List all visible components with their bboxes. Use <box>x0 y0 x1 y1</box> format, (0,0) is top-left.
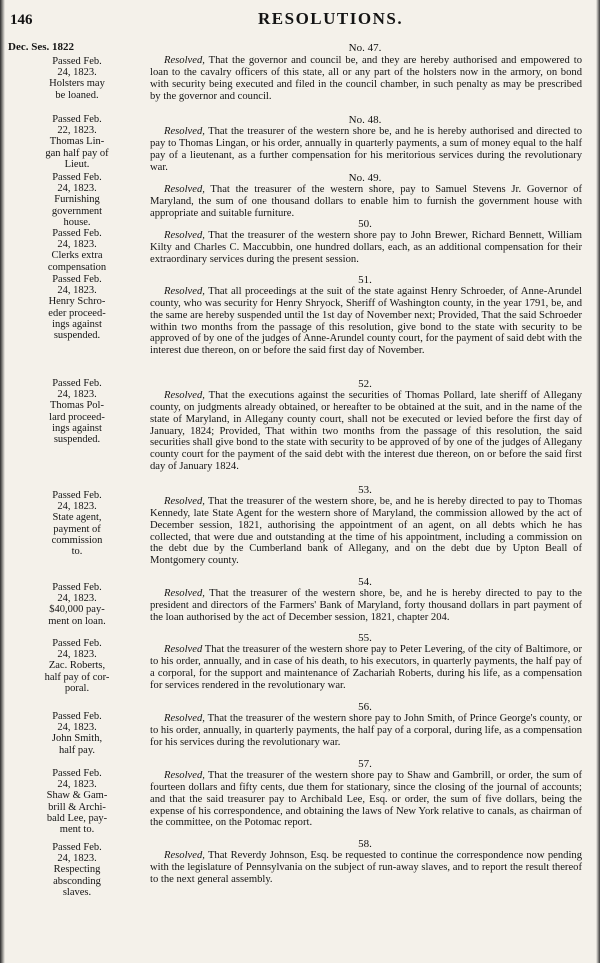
resolution-body: That the treasurer of the western shore pay to Shaw and Gambrill, or order, the sum of fourteen dollars and fifty cents, due them for stationary, since the closing of the journal of accounts; and that the said treasurer pay to Archibald Lee, Esq. or order, the sum of five dollars, being the expense of his correspondence, and obtaining the laws of New York relative to canals, as chairman of the committee, on the Potomac report. <box>150 770 582 829</box>
resolution-number: 52. <box>358 378 372 390</box>
resolved-keyword: Resolved, <box>164 390 205 401</box>
resolution-number: 53. <box>358 484 372 496</box>
resolution-text <box>150 850 582 886</box>
resolution-body: That the treasurer of the western shore pay to Peter Levering, of the city of Baltimore, or to his order, annually, and in case of his death, to his executors, in quarterly payments, the half pay of a corporal, for the support and maintenance of Zachariah Roberts, during his life, as a compensation for services rendered in the revolutionary war. <box>150 644 582 691</box>
margin-note: Passed Feb. 24, 1823. Zac. Roberts, half pay of cor- poral. <box>44 638 110 694</box>
margin-note: Passed Feb. 24, 1823. State agent, payment of commission to. <box>51 490 103 558</box>
running-head: RESOLUTIONS. <box>258 9 404 28</box>
resolution-number: 50. <box>358 218 372 230</box>
resolution-text <box>150 184 582 220</box>
resolved-keyword: Resolved, <box>164 126 205 137</box>
resolution-number: 58. <box>358 838 372 850</box>
margin-note: Passed Feb. 24, 1823. $40,000 pay- ment on loan. <box>48 582 106 627</box>
resolved-keyword: Resolved, <box>164 850 205 861</box>
resolved-keyword: Resolved, <box>164 230 205 241</box>
resolution-body: That the treasurer of the western shore be, and he is hereby authorised and directed to pay to Thomas Lingan, or his order, annually in quarterly payments, a sum of money equal to the half pay of a lieutenant, as a further compensation for his meritorious services during the revolutionary war. <box>150 126 582 173</box>
margin-note: Passed Feb. 24, 1823. Clerks extra compensation <box>47 228 107 273</box>
resolution-text <box>150 496 582 567</box>
resolution-number: 51. <box>358 274 372 286</box>
resolution-text <box>150 390 582 473</box>
margin-note: Passed Feb. 22, 1823. Thomas Lin- gan half pay of Lieut. <box>45 114 109 170</box>
resolved-keyword: Resolved <box>164 644 203 655</box>
resolution-text <box>150 713 582 749</box>
resolution-body: That all proceedings at the suit of the state against Henry Schroeder, of Anne-Arundel county, who was security for Henry Shryock, Sheriff of Washington county, in the year 1791, be, and the same are hereby suspended until the 1st day of November next; Provided, That the said Schroeder within two months from the passage of this resolution, give bond to the state with security to be approved of by one of the judges of Anne-Arundel county court, for the payment of said debt with the interest due thereon, on or before the said first day of November. <box>150 286 582 357</box>
resolution-body: That the treasurer of the western shore, be, and he is hereby directed to pay to the president and directors of the Farmers' Bank of Maryland, forty thousand dollars in part payment of the loan authorised by the act of December session, 1821, chapter 204. <box>150 588 582 623</box>
scan-shadow-left <box>0 0 5 963</box>
resolved-keyword: Resolved, <box>164 770 205 781</box>
resolution-body: That the treasurer of the western shore pay to John Smith, of Prince George's county, or to his order, annually, in quarterly payments, the half pay of a corporal, during life, as a compensation for his services during the revolutionary war. <box>150 713 582 748</box>
resolution-text <box>150 588 582 624</box>
resolved-keyword: Resolved, <box>164 588 205 599</box>
resolution-text <box>150 230 582 266</box>
resolved-keyword: Resolved, <box>164 55 205 66</box>
resolution-body: That Reverdy Johnson, Esq. be requested to continue the correspondence now pending with the legislature of Pennsylvania on the subject of run-away slaves, and to report the result thereof to the next general assembly. <box>150 850 582 885</box>
resolution-number: No. 49. <box>348 172 382 184</box>
margin-note: Passed Feb. 24, 1823. Shaw & Gam- brill & Archi- bald Lee, pay- ment to. <box>46 768 108 836</box>
resolved-keyword: Resolved, <box>164 184 205 195</box>
resolution-text <box>150 644 582 691</box>
resolution-number: No. 48. <box>348 114 382 126</box>
margin-note: Passed Feb. 24, 1823. Respecting absconding slaves. <box>52 842 102 898</box>
margin-note: Passed Feb. 24, 1823. Henry Schro- eder proceed- ings against suspended. <box>48 274 106 342</box>
resolution-number: No. 47. <box>348 42 382 54</box>
scan-shadow-right <box>596 0 600 963</box>
page-number: 146 <box>10 12 33 28</box>
resolution-number: 57. <box>358 758 372 770</box>
resolution-body: That the treasurer of the western shore, be, and he is hereby directed to pay to Thomas Kennedy, late State Agent for the western shore of Maryland, the commission allowed by the act of December session, 1821, authorising the appointment of an agent, on all debts which he has collected, that were due and outstanding at the time of his appointment, including a commission on the debt due by the Cumberland bank of Allegany, and on the debt due by Upton Beall of Montgomery county. <box>150 496 582 567</box>
resolution-text <box>150 770 582 829</box>
resolved-keyword: Resolved, <box>164 286 205 297</box>
resolution-body: That the treasurer of the western shore, pay to Samuel Stevens Jr. Governor of Maryland, the sum of one thousand dollars to enable him to furnish the government house with appropriate and suitable furniture. <box>150 184 582 219</box>
margin-note: Passed Feb. 24, 1823. Holsters may be loaned. <box>49 56 105 101</box>
resolution-text <box>150 286 582 357</box>
margin-note: Passed Feb. 24, 1823. John Smith, half pay. <box>51 711 103 756</box>
margin-note: Passed Feb. 24, 1823. Furnishing government house. <box>51 172 103 228</box>
resolution-body: That the treasurer of the western shore pay to John Brewer, Richard Bennett, William Kilty and Charles C. Maccubbin, one hundred dollars, each, as an additional compensation for their extraordinary services during the present session. <box>150 230 582 265</box>
resolution-text <box>150 55 582 102</box>
resolution-number: 54. <box>358 576 372 588</box>
resolution-text <box>150 126 582 173</box>
session-note: Dec. Ses. 1822 <box>8 41 74 53</box>
resolution-number: 56. <box>358 701 372 713</box>
margin-note: Passed Feb. 24, 1823. Thomas Pol- lard proceed- ings against suspended. <box>49 378 105 446</box>
resolution-number: 55. <box>358 632 372 644</box>
resolved-keyword: Resolved, <box>164 713 205 724</box>
resolution-body: That the governor and council be, and they are hereby authorised and empowered to loan to the cavalry officers of this state, all or any part of the holsters now in the armory, on bond with security being executed and filed in the council chamber, in such penalty as may be prescribed by the governor and council. <box>150 55 582 102</box>
resolved-keyword: Resolved, <box>164 496 205 507</box>
resolution-body: That the executions against the securities of Thomas Pollard, late sheriff of Allegany county, on judgments already obtained, or hereafter to be obtained at the suit, and in the name of the state of Maryland, in Allegany county court, shall not be executed or levied before the first day of January, 1824; Provided, That within two months from the passage of this resolution, the said securities shall give bond to the state with security to be approved of by one of the judges of Allegany county court for the payment of the said debt with the interest due thereon, on or before the said first day of January 1824. <box>150 390 582 473</box>
